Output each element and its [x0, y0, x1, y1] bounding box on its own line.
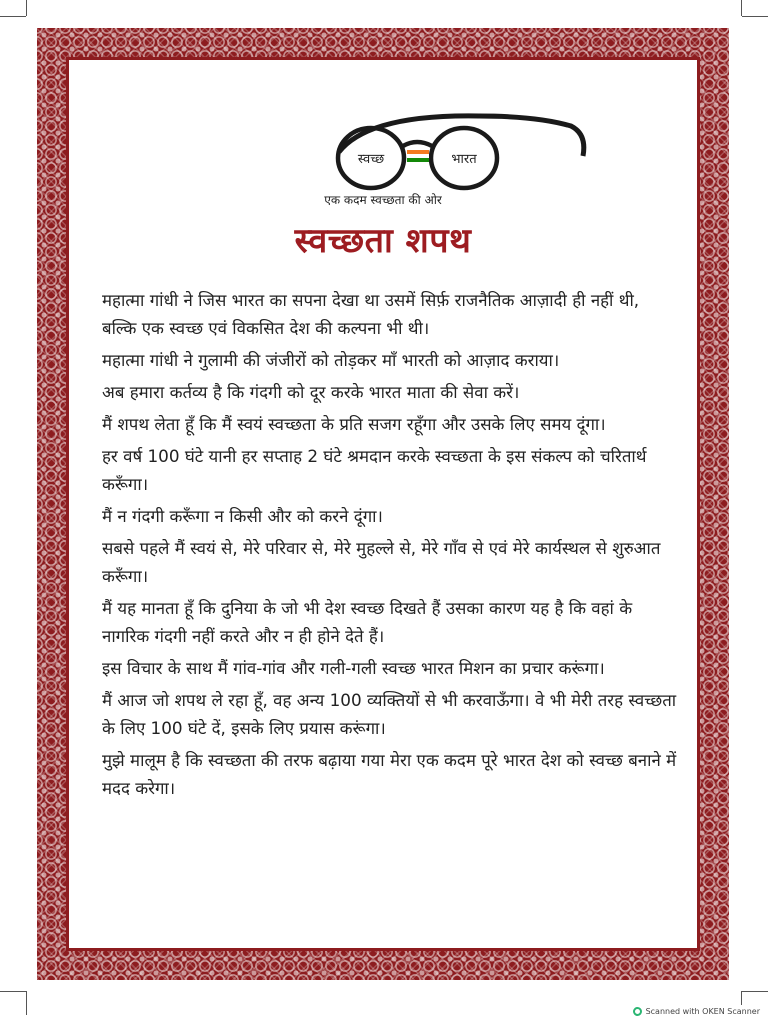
crop-mark-bottom-left-v: [26, 991, 27, 1015]
pledge-paragraph: महात्मा गांधी ने जिस भारत का सपना देखा था उसमें सिर्फ़ राजनैतिक आज़ादी ही नहीं थी, बल्कि एक स्वच्छ एवं विकसित देश की कल्पना भी थी।: [102, 290, 640, 338]
crop-mark-bottom-right-v: [741, 991, 742, 1005]
crop-mark-top-left-v: [26, 0, 27, 16]
pledge-paragraph: मैं यह मानता हूँ कि दुनिया के जो भी देश स्वच्छ दिखते हैं उसका कारण यह है कि वहां के नागरिक गंदगी नहीं करते और न ही होने देते हैं।: [102, 598, 633, 646]
crop-mark-bottom-right-h: [742, 991, 768, 992]
logo-left-word: स्वच्छ: [357, 152, 385, 167]
crop-mark-top-right-h: [742, 16, 768, 17]
crop-mark-top-left-h: [0, 16, 26, 17]
pledge-paragraph: हर वर्ष 100 घंटे यानी हर सप्ताह 2 घंटे श्रमदान करके स्वच्छता के इस संकल्प को चरितार्थ करूँगा।: [102, 446, 647, 494]
pledge-paragraph: महात्मा गांधी ने गुलामी की जंजीरों को तोड़कर माँ भारती को आज़ाद कराया।: [102, 350, 560, 370]
pledge-paragraph: इस विचार के साथ मैं गांव-गांव और गली-गली स्वच्छ भारत मिशन का प्रचार करूंगा।: [102, 658, 605, 678]
scanner-watermark: [633, 1007, 760, 1016]
page-title: स्वच्छता शपथ: [294, 221, 472, 261]
tricolor-bridge: [407, 150, 429, 162]
pledge-paragraph: मुझे मालूम है कि स्वच्छता की तरफ बढ़ाया गया मेरा एक कदम पूरे भारत देश को स्वच्छ बनाने में मदद करेगा।: [102, 750, 677, 798]
pledge-paragraph: मैं शपथ लेता हूँ कि मैं स्वयं स्वच्छता के प्रति सजग रहूँगा और उसके लिए समय दूंगा।: [102, 414, 606, 434]
scanner-watermark-text: Scanned with OKEN Scanner: [645, 1007, 760, 1016]
decorative-border: [37, 28, 729, 980]
logo-right-word: भारत: [451, 152, 477, 167]
swachh-bharat-logo: [299, 104, 599, 204]
pledge-paragraph: मैं आज जो शपथ ले रहा हूँ, वह अन्य 100 व्यक्तियों से भी करवाऊँगा। वे भी मेरी तरह स्वच्छता के लिए 100 घंटे दें, इसके लिए प्रयास करूंगा।: [102, 690, 677, 738]
pledge-text: [102, 286, 677, 806]
pledge-paragraph: सबसे पहले मैं स्वयं से, मेरे परिवार से, मेरे मुहल्ले से, मेरे गाँव से एवं मेरे कार्यस्थल से शुरुआत करूँगा।: [102, 538, 661, 586]
scanner-logo-icon: [633, 1007, 642, 1016]
pledge-paragraph: अब हमारा कर्तव्य है कि गंदगी को दूर करके भारत माता की सेवा करें।: [102, 382, 520, 402]
logo-tagline: एक कदम स्वच्छता की ओर: [324, 193, 442, 207]
pledge-paragraph: मैं न गंदगी करूँगा न किसी और को करने दूंगा।: [102, 506, 383, 526]
crop-mark-bottom-left-h: [0, 991, 26, 992]
crop-mark-top-right-v: [741, 0, 742, 16]
